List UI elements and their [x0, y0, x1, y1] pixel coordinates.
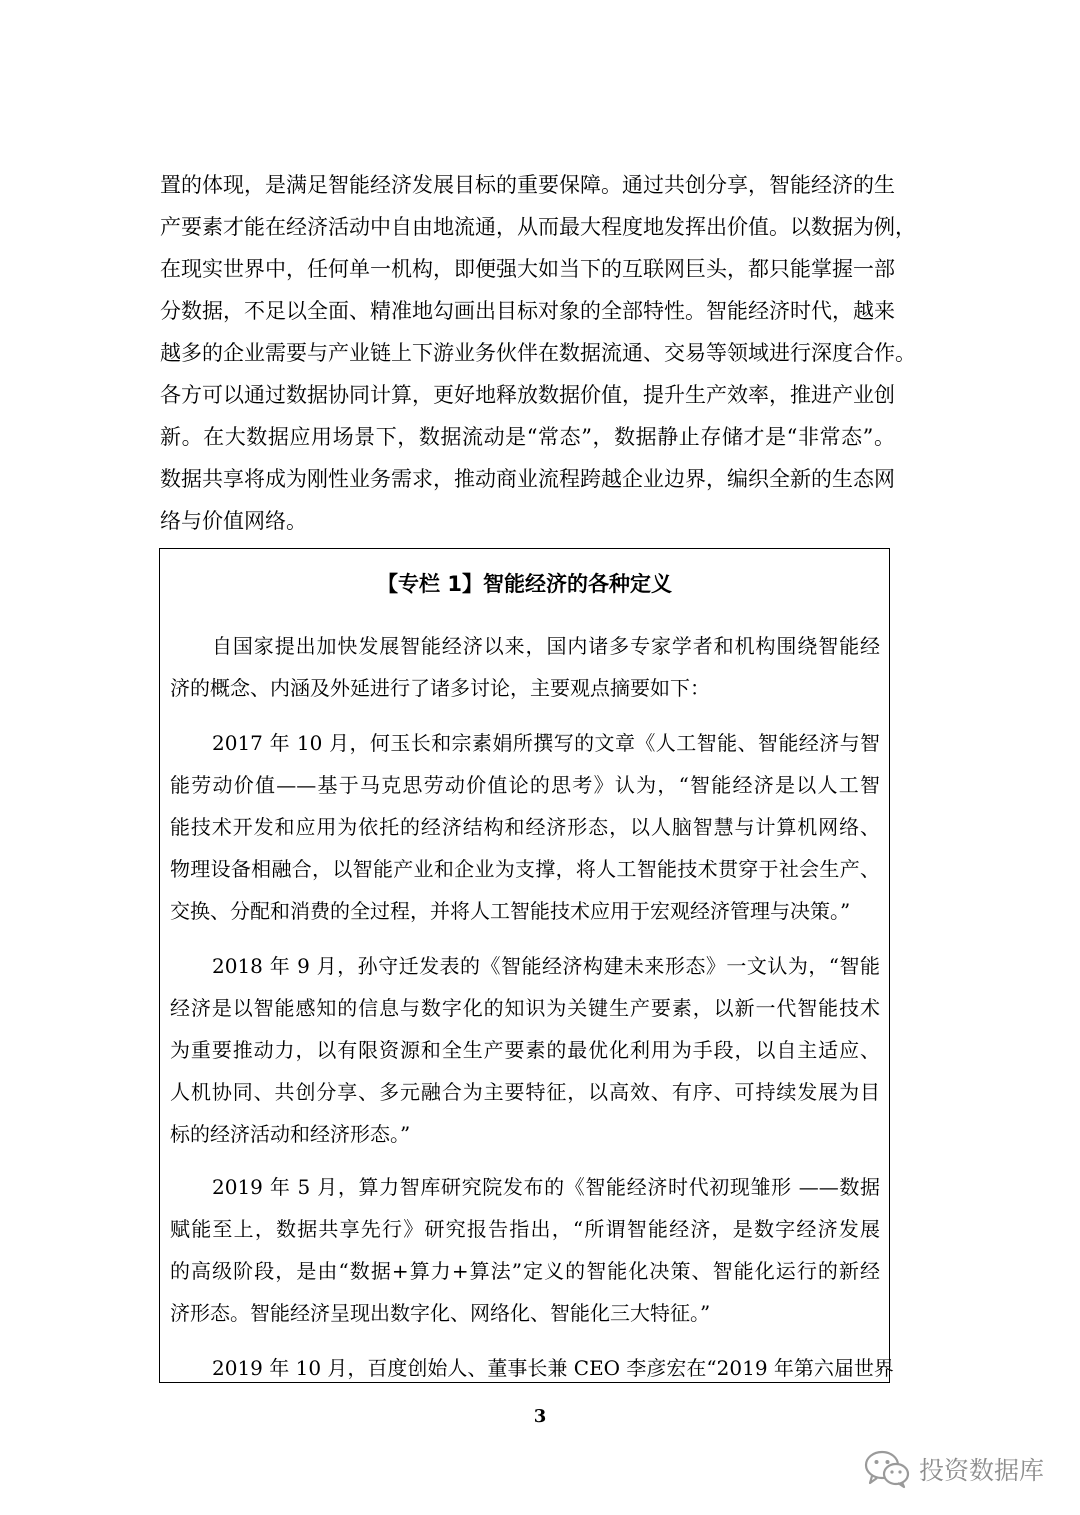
sidebar-line: 自国家提出加快发展智能经济以来，国内诸多专家学者和机构围绕智能经 — [212, 634, 880, 658]
sidebar-line: 为重要推动力，以有限资源和全生产要素的最优化利用为手段，以自主适应、 — [170, 1038, 880, 1062]
body-line: 在现实世界中，任何单一机构，即便强大如当下的互联网巨头，都只能掌握一部 — [160, 257, 895, 281]
sidebar-line: 2019 年 10 月，百度创始人、董事长兼 CEO 李彦宏在“2019 年第六届世界 — [212, 1356, 894, 1380]
watermark-text: 投资数据库 — [918, 1456, 1044, 1485]
body-line: 越多的企业需要与产业链上下游业务伙伴在数据流通、交易等领域进行深度合作。 — [160, 341, 916, 365]
sidebar-line: 物理设备相融合，以智能产业和企业为支撑，将人工智能技术贯穿于社会生产、 — [170, 857, 880, 881]
sidebar-line: 人机协同、共创分享、多元融合为主要特征，以高效、有序、可持续发展为目 — [170, 1080, 880, 1104]
wechat-icon — [863, 1449, 911, 1489]
page-number: 3 — [533, 1406, 547, 1427]
sidebar-line: 交换、分配和消费的全过程，并将人工智能技术应用于宏观经济管理与决策。” — [170, 899, 851, 923]
sidebar-line: 能技术开发和应用为依托的经济结构和经济形态，以人脑智慧与计算机网络、 — [170, 815, 880, 839]
sidebar-line: 经济是以智能感知的信息与数字化的知识为关键生产要素，以新一代智能技术 — [170, 996, 880, 1020]
sidebar-line: 济的概念、内涵及外延进行了诸多讨论，主要观点摘要如下： — [170, 676, 710, 700]
body-line: 数据共享将成为刚性业务需求，推动商业流程跨越企业边界，编织全新的生态网 — [160, 467, 895, 491]
sidebar-line: 标的经济活动和经济形态。” — [170, 1122, 411, 1146]
body-line: 新。在大数据应用场景下，数据流动是“常态”，数据静止存储才是“非常态”。 — [160, 425, 895, 449]
sidebar-title: 【专栏 1】智能经济的各种定义 — [377, 572, 672, 596]
body-line: 产要素才能在经济活动中自由地流通，从而最大程度地发挥出价值。以数据为例， — [160, 215, 916, 239]
sidebar-line: 2019 年 5 月，算力智库研究院发布的《智能经济时代初现雏形 ——数据 — [212, 1175, 880, 1199]
sidebar-line: 济形态。智能经济呈现出数字化、网络化、智能化三大特征。” — [170, 1301, 711, 1325]
sidebar-line: 能劳动价值——基于马克思劳动价值论的思考》认为，“智能经济是以人工智 — [170, 773, 880, 797]
sidebar-line: 的高级阶段，是由“数据+算力+算法”定义的智能化决策、智能化运行的新经 — [170, 1259, 880, 1283]
sidebar-line: 赋能至上，数据共享先行》研究报告指出，“所谓智能经济，是数字经济发展 — [170, 1217, 880, 1241]
body-line: 各方可以通过数据协同计算，更好地释放数据价值，提升生产效率，推进产业创 — [160, 383, 895, 407]
body-line: 络与价值网络。 — [160, 509, 307, 533]
body-line: 分数据，不足以全面、精准地勾画出目标对象的全部特性。智能经济时代，越来 — [160, 299, 895, 323]
watermark — [863, 1449, 1044, 1489]
sidebar-line: 2017 年 10 月，何玉长和宗素娟所撰写的文章《人工智能、智能经济与智 — [212, 731, 880, 755]
sidebar-line: 2018 年 9 月，孙守迁发表的《智能经济构建未来形态》一文认为，“智能 — [212, 954, 880, 978]
body-line: 置的体现，是满足智能经济发展目标的重要保障。通过共创分享，智能经济的生 — [160, 173, 895, 197]
